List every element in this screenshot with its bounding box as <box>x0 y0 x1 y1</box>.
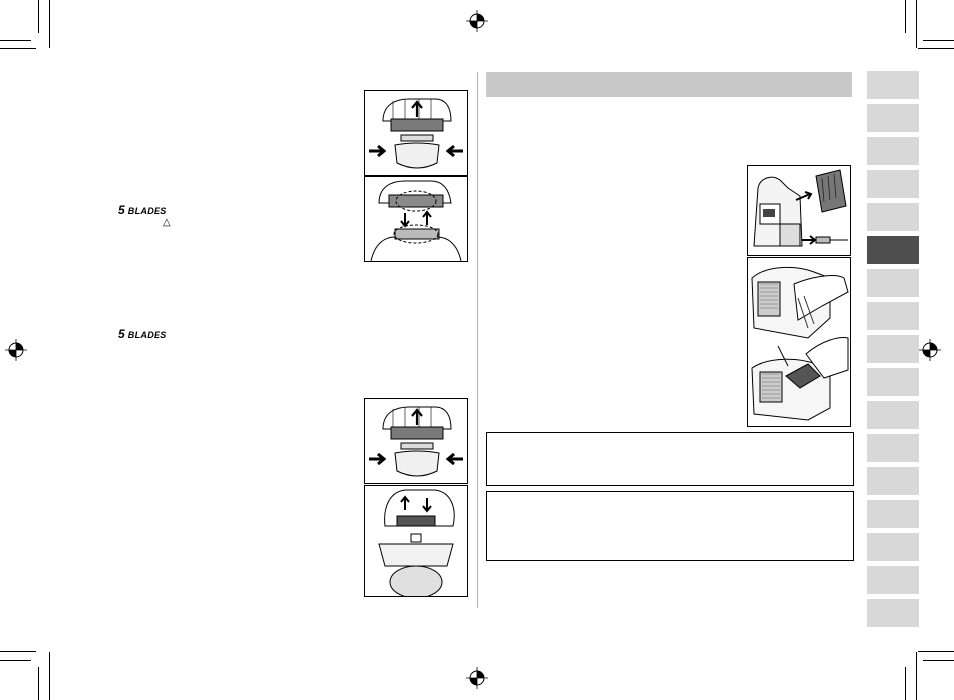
figure-cleaning-filter <box>747 257 851 427</box>
side-tab[interactable] <box>867 269 919 297</box>
side-tab[interactable] <box>867 104 919 132</box>
side-tab[interactable] <box>867 500 919 528</box>
side-tab-index <box>867 71 919 632</box>
figure-charging-stand-disassembly <box>747 165 851 256</box>
side-tab[interactable] <box>867 203 919 231</box>
side-tab[interactable] <box>867 467 919 495</box>
registration-mark-top-icon <box>466 10 488 32</box>
side-tab[interactable] <box>867 302 919 330</box>
side-tab[interactable] <box>867 434 919 462</box>
side-tab[interactable] <box>867 71 919 99</box>
side-tab[interactable] <box>867 599 919 627</box>
side-tab[interactable] <box>867 335 919 363</box>
five-blades-label-2: 5 BLADES <box>118 327 167 341</box>
triangle-mark: △ <box>163 217 171 228</box>
note-box-2 <box>486 491 854 561</box>
side-tab[interactable] <box>867 170 919 198</box>
section-header-bar <box>486 72 852 97</box>
side-tab[interactable] <box>867 401 919 429</box>
five-blades-label-1: 5 BLADES <box>118 203 167 217</box>
registration-mark-bottom-icon <box>466 667 488 689</box>
side-tab[interactable] <box>867 533 919 561</box>
column-divider <box>477 72 478 608</box>
figure-blade-removal-bottom <box>364 485 468 597</box>
side-tab-active[interactable] <box>867 236 919 264</box>
side-tab[interactable] <box>867 368 919 396</box>
side-tab[interactable] <box>867 566 919 594</box>
figure-foil-removal-top <box>364 90 468 176</box>
registration-mark-left-icon <box>5 339 27 361</box>
side-tab[interactable] <box>867 137 919 165</box>
figure-foil-alignment-top <box>364 176 468 262</box>
note-box-1 <box>486 432 854 486</box>
figure-foil-removal-bottom <box>364 398 468 484</box>
registration-mark-right-icon <box>919 339 941 361</box>
